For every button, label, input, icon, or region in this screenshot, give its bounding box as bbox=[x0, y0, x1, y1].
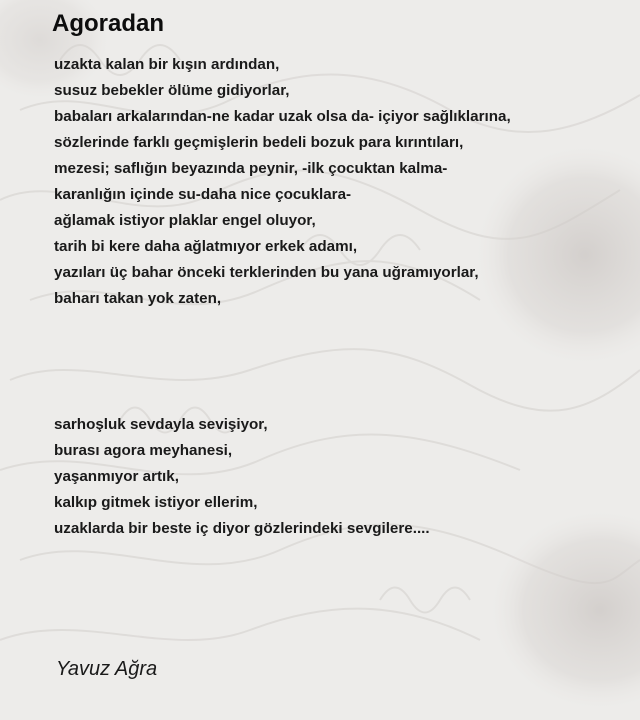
poem-line: yaşanmıyor artık, bbox=[54, 468, 179, 485]
poem-line: ağlamak istiyor plaklar engel oluyor, bbox=[54, 212, 316, 229]
poem-line: yazıları üç bahar önceki terklerinden bu yana uğramıyorlar, bbox=[54, 264, 479, 281]
stanza-1 bbox=[54, 52, 511, 312]
author-name: Yavuz Ağra bbox=[56, 658, 158, 680]
poem-title: Agoradan bbox=[52, 10, 165, 37]
stanza-2 bbox=[54, 412, 430, 542]
poem-line: mezesi; saflığın beyazında peynir, -ilk çocuktan kalma- bbox=[54, 160, 448, 177]
poem-line: tarih bi kere daha ağlatmıyor erkek adamı, bbox=[54, 238, 358, 255]
poem-line: kalkıp gitmek istiyor ellerim, bbox=[54, 494, 258, 511]
poem-line: burası agora meyhanesi, bbox=[54, 442, 233, 459]
poem-line: uzakta kalan bir kışın ardından, bbox=[54, 56, 280, 73]
poem-line: sarhoşluk sevdayla sevişiyor, bbox=[54, 416, 268, 433]
poem-line: sözlerinde farklı geçmişlerin bedeli bozuk para kırıntıları, bbox=[54, 134, 464, 151]
poem-line: karanlığın içinde su-daha nice çocuklara- bbox=[54, 186, 352, 203]
poem-line: susuz bebekler ölüme gidiyorlar, bbox=[54, 82, 290, 99]
poem-line: babaları arkalarından-ne kadar uzak olsa da- içiyor sağlıklarına, bbox=[54, 108, 511, 125]
poem-line: uzaklarda bir beste iç diyor gözlerindeki sevgilere.... bbox=[54, 520, 430, 537]
poem-line: baharı takan yok zaten, bbox=[54, 290, 222, 307]
